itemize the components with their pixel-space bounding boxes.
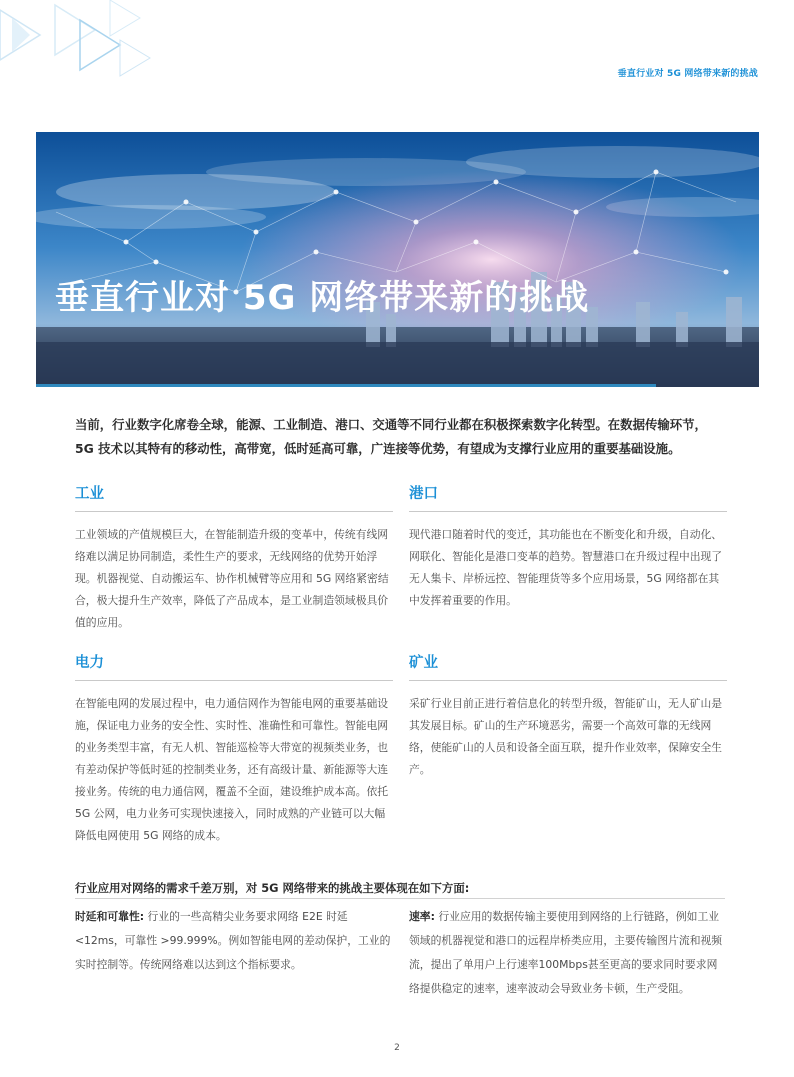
section-mining [409, 652, 727, 781]
challenge-rate-body: 行业应用的数据传输主要使用到网络的上行链路，例如工业领域的机器视觉和港口的远程岸桥类应用，主要传输图片流和视频流，提出了单用户上行速率100Mbps甚至更高的要求同时要求网络提供稳定的速率，速率波动会导致业务卡顿，生产受阻。 [409, 910, 723, 995]
section-title-industry: 工业 [75, 486, 104, 502]
section-body-mining: 采矿行业目前正进行着信息化的转型升级，智能矿山，无人矿山是其发展目标。矿山的生产环境恶劣，需要一个高效可靠的无线网络，使能矿山的人员和设备全面互联，提升作业效率，保障安全生产。 [409, 697, 723, 776]
section-port [409, 483, 727, 612]
challenges-divider [75, 898, 725, 899]
challenges-lead: 行业应用对网络的需求千差万别，对 5G 网络带来的挑战主要体现在如下方面: [75, 881, 470, 895]
challenge-latency-body: 行业的一些高精尖业务要求网络 E2E 时延 <12ms，可靠性 >99.999%。例如智能电网的差动保护，工业的实时控制等。传统网络难以达到这个指标要求。 [75, 910, 391, 971]
section-divider [409, 511, 727, 512]
running-header: 垂直行业对 5G 网络带来新的挑战 [617, 69, 758, 79]
section-divider [75, 680, 393, 681]
section-divider [75, 511, 393, 512]
challenge-rate-label: 速率: [409, 910, 435, 923]
section-body-industry: 工业领域的产值规模巨大，在智能制造升级的变革中，传统有线网络难以满足协同制造，柔性生产的要求，无线网络的优势开始浮现。机器视觉、自动搬运车、协作机械臂等应用和 5G 网络紧密结合，极大提升生产效率，降低了产品成本，是工业制造领域极具价值的应用。 [75, 528, 389, 629]
hero-banner-image [36, 132, 759, 387]
section-industry [75, 483, 393, 634]
page-number: 2 [394, 1043, 400, 1053]
section-divider [409, 680, 727, 681]
challenge-rate [409, 905, 727, 1001]
challenge-latency [75, 905, 393, 977]
title-band [36, 384, 656, 387]
section-title-mining: 矿业 [409, 655, 438, 671]
page-title: 垂直行业对 5G 网络带来新的挑战 [55, 278, 590, 318]
section-title-port: 港口 [409, 486, 438, 502]
section-title-power: 电力 [75, 655, 104, 671]
section-body-power: 在智能电网的发展过程中，电力通信网作为智能电网的重要基础设施，保证电力业务的安全性、实时性、准确性和可靠性。智能电网的业务类型丰富，有无人机、智能巡检等大带宽的视频类业务，也有差动保护等低时延的控制类业务，还有高级计量、新能源等大连接业务。传统的电力通信网，覆盖不全面，建设维护成本高。依托 5G 公网，电力业务可实现快速接入，同时成熟的产业链可以大幅降低电网使用 5G 网络的成本。 [75, 697, 389, 842]
challenge-latency-label: 时延和可靠性: [75, 910, 145, 923]
corner-triangle-decoration [0, 0, 200, 80]
section-power [75, 652, 393, 847]
section-body-port: 现代港口随着时代的变迁，其功能也在不断变化和升级，自动化、网联化、智能化是港口变革的趋势。智慧港口在升级过程中出现了无人集卡、岸桥远控、智能理货等多个应用场景，5G 网络都在其中发挥着重要的作用。 [409, 528, 723, 607]
intro-paragraph: 当前，行业数字化席卷全球，能源、工业制造、港口、交通等不同行业都在积极探索数字化转型。在数据传输环节，5G 技术以其特有的移动性，高带宽，低时延高可靠，广连接等优势，有望成为支撑行业应用的重要基础设施。 [75, 417, 707, 456]
city-network-illustration [36, 132, 759, 387]
